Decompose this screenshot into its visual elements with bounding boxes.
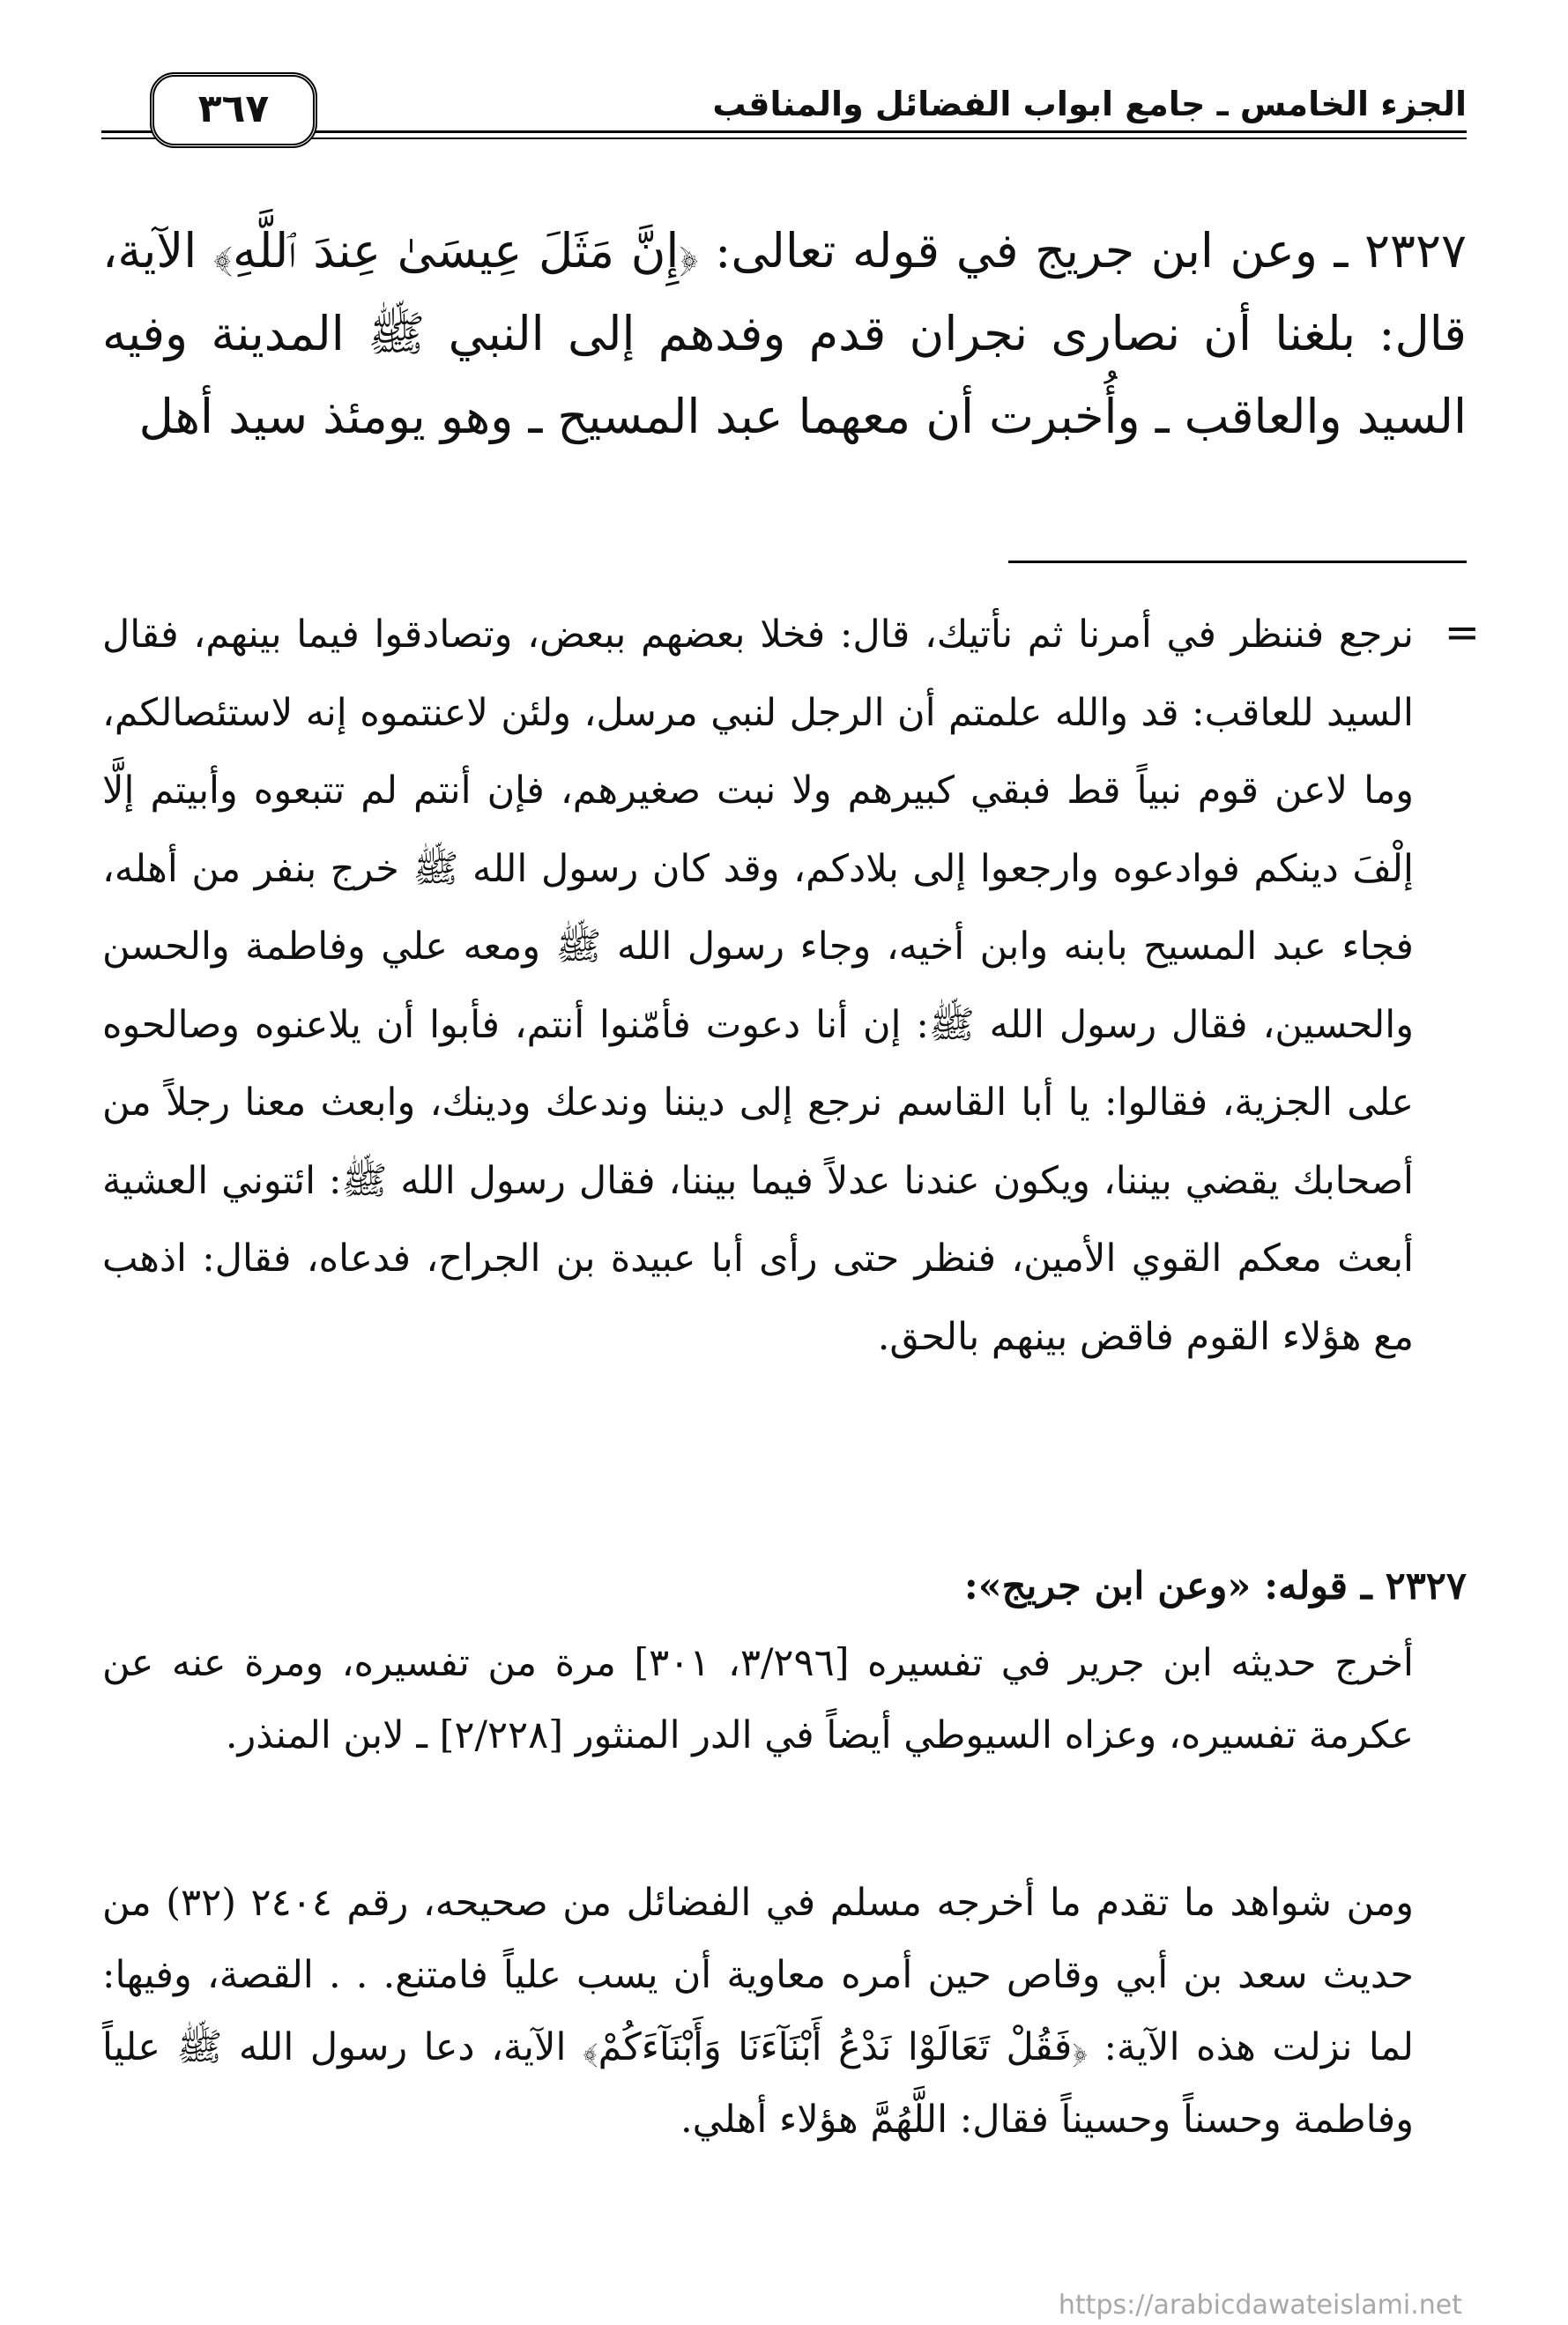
commentary-paragraph-1: أخرج حديثه ابن جرير في تفسيره [٣/٢٩٦، ٣٠١] مرة من تفسيره، ومرة عنه عن عكرمة تفسيره، وعزاه السيوطي أيضاً في الدر المنثور [٢/٢٢٨] ـ لابن المنذر. (102, 1641, 1415, 1757)
footnote-continuation-mark: = (1444, 608, 1480, 657)
commentary-heading: ٢٣٢٧ ـ قوله: «وعن ابن جريج»: (963, 1564, 1467, 1608)
footnote-continued-text: نرجع فننظر في أمرنا ثم نأتيك، قال: فخلا بعضهم ببعض، وتصادقوا فيما بينهم، فقال السيد للعاقب: قد والله علمتم أن الرجل لنبي مرسل، ولئن لاعنتموه إنه لاستئصالكم، وما لاعن قوم نبياً قط فبقي كبيرهم ولا نبت صغيرهم، فإن أنتم لم تتبعوه وأبيتم إلَّا إلْفَ دينكم فوادعوه وارجعوا إلى بلادكم، وقد كان رسول الله ﷺ خرج بنفر من أهله، فجاء عبد المسيح بابنه وابن أخيه، وجاء رسول الله ﷺ ومعه علي وفاطمة والحسن والحسين، فقال رسول الله ﷺ: إن أنا دعوت فأمّنوا أنتم، فأبوا أن يلاعنوه وصالحوه على الجزية، فقالوا: يا أبا القاسم نرجع إلى ديننا وندعك ودينك، وابعث معنا رجلاً من أصحابك يقضي بيننا، ويكون عندنا عدلاً فيما بيننا، فقال رسول الله ﷺ: ائتوني العشية أبعث معكم القوي الأمين، فنظر حتى رأى أبا عبيدة بن الجراح، فدعاه، فقال: اذهب مع هؤلاء القوم فاقض بينهم بالحق. (102, 613, 1414, 1359)
footnote-separator (1008, 561, 1467, 563)
commentary-paragraph-2: ومن شواهد ما تقدم ما أخرجه مسلم في الفضائل من صحيحه، رقم ٢٤٠٤ (٣٢) من حديث سعد بن أبي وقاص حين أمره معاوية أن يسب علياً فامتنع. . . القصة، وفيها: لما نزلت هذه الآية: ﴿فَقُلْ تَعَالَوْا نَدْعُ أَبْنَآءَنَا وَأَبْنَآءَكُمْ﴾ الآية، دعا رسول الله ﷺ علياً وفاطمة وحسناً وحسيناً فقال: اللَّهُمَّ هؤلاء أهلي. (102, 1881, 1414, 2142)
page-number: ٣٦٧ (197, 86, 270, 131)
main-hadith-text: ٢٣٢٧ ـ وعن ابن جريج في قوله تعالى: ﴿إِنَّ مَثَلَ عِيسَىٰ عِندَ ٱللَّهِ﴾ الآية، قال: بلغنا أن نصارى نجران قدم وفدهم إلى النبي ﷺ المدينة وفيه السيد والعاقب ـ وأُخبرت أن معهما عبد المسيح ـ وهو يومئذ سيد أهل (102, 223, 1467, 444)
page-number-frame (150, 72, 317, 148)
watermark-url: https://arabicdawateislami.net (1058, 2290, 1462, 2321)
running-header-title: الجزء الخامس ـ جامع ابواب الفضائل والمناقب (712, 85, 1467, 123)
